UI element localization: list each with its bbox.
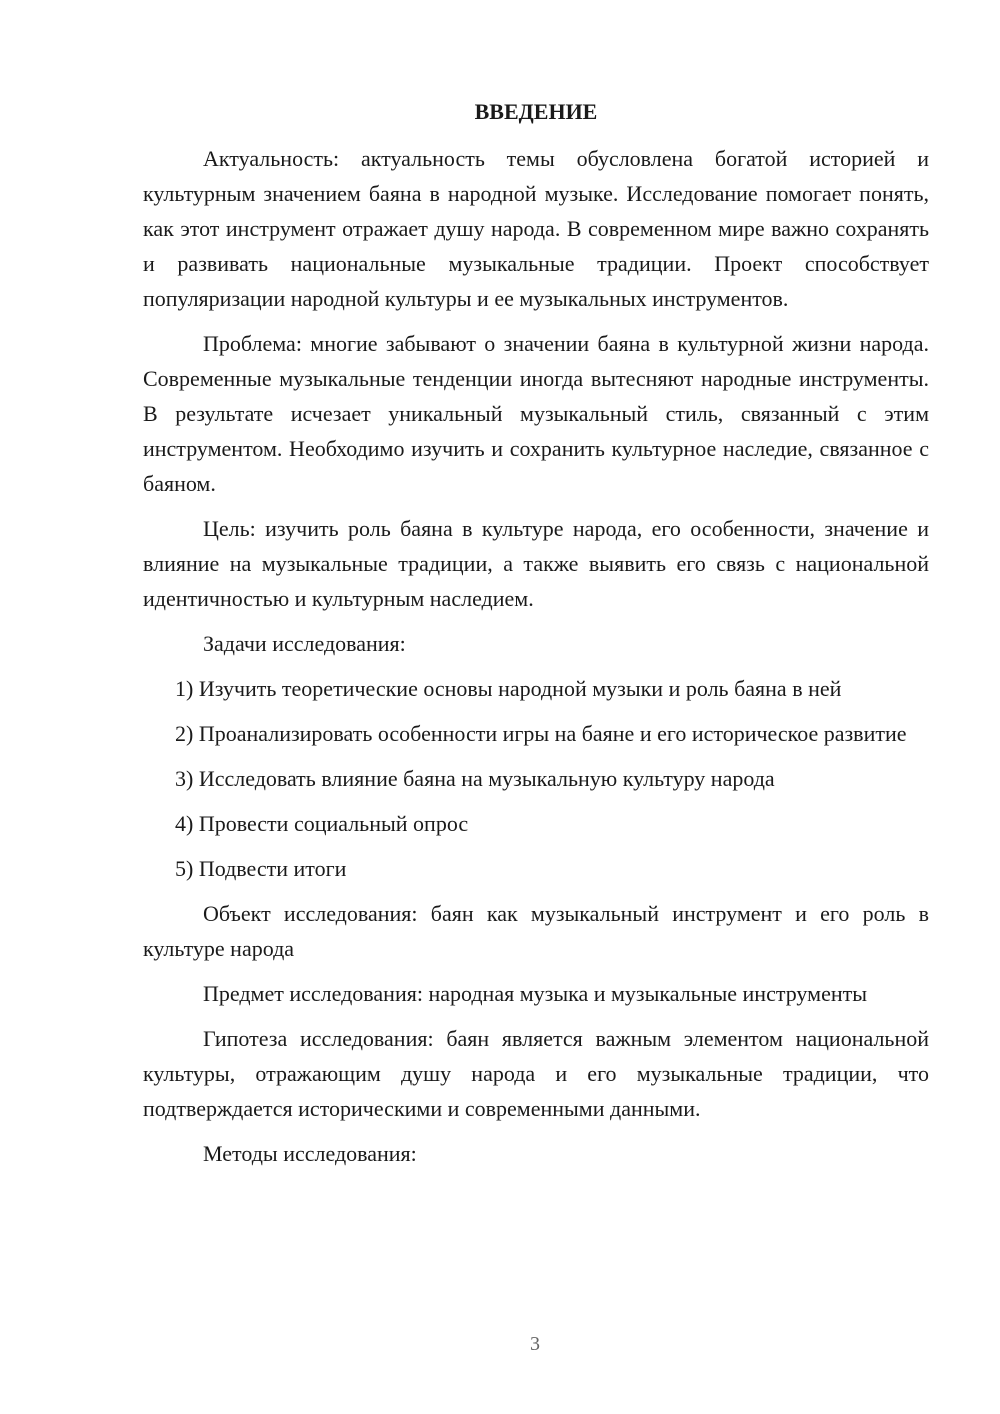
paragraph-hypothesis: Гипотеза исследования: баян является важным элементом национальной культуры, отражающим душу народа и его музыкальные традиции, что подтверждается историческими и современными данными. bbox=[143, 1026, 929, 1121]
paragraph-problem: Проблема: многие забывают о значении баяна в культурной жизни народа. Современные музыкальные тенденции иногда вытесняют народные инструменты. В результате исчезает уникальный музыкальный стиль, связанный с этим инструментом. Необходимо изучить и сохранить культурное наследие, связанное с баяном. bbox=[143, 331, 929, 496]
task-item-1: 1) Изучить теоретические основы народной музыки и роль баяна в ней bbox=[175, 676, 842, 701]
paragraph-object: Объект исследования: баян как музыкальный инструмент и его роль в культуре народа bbox=[143, 901, 929, 961]
task-item-5: 5) Подвести итоги bbox=[175, 856, 347, 881]
document-page bbox=[143, 94, 929, 1171]
task-item-2: 2) Проанализировать особенности игры на баяне и его историческое развитие bbox=[175, 721, 907, 746]
section-title: ВВЕДЕНИЕ bbox=[474, 99, 598, 124]
task-item-3: 3) Исследовать влияние баяна на музыкальную культуру народа bbox=[175, 766, 775, 791]
tasks-heading: Задачи исследования: bbox=[203, 631, 406, 656]
methods-heading: Методы исследования: bbox=[203, 1141, 417, 1166]
paragraph-subject: Предмет исследования: народная музыка и музыкальные инструменты bbox=[203, 981, 867, 1006]
paragraph-relevance: Актуальность: актуальность темы обусловлена богатой историей и культурным значением баяна в народной музыке. Исследование помогает понять, как этот инструмент отражает душу народа. В современном мире важно сохранять и развивать национальные музыкальные традиции. Проект способствует популяризации народной культуры и ее музыкальных инструментов. bbox=[143, 146, 929, 311]
paragraph-goal: Цель: изучить роль баяна в культуре народа, его особенности, значение и влияние на музыкальные традиции, а также выявить его связь с национальной идентичностью и культурным наследием. bbox=[143, 516, 929, 611]
task-item-4: 4) Провести социальный опрос bbox=[175, 811, 469, 836]
page-number: 3 bbox=[530, 1333, 540, 1355]
